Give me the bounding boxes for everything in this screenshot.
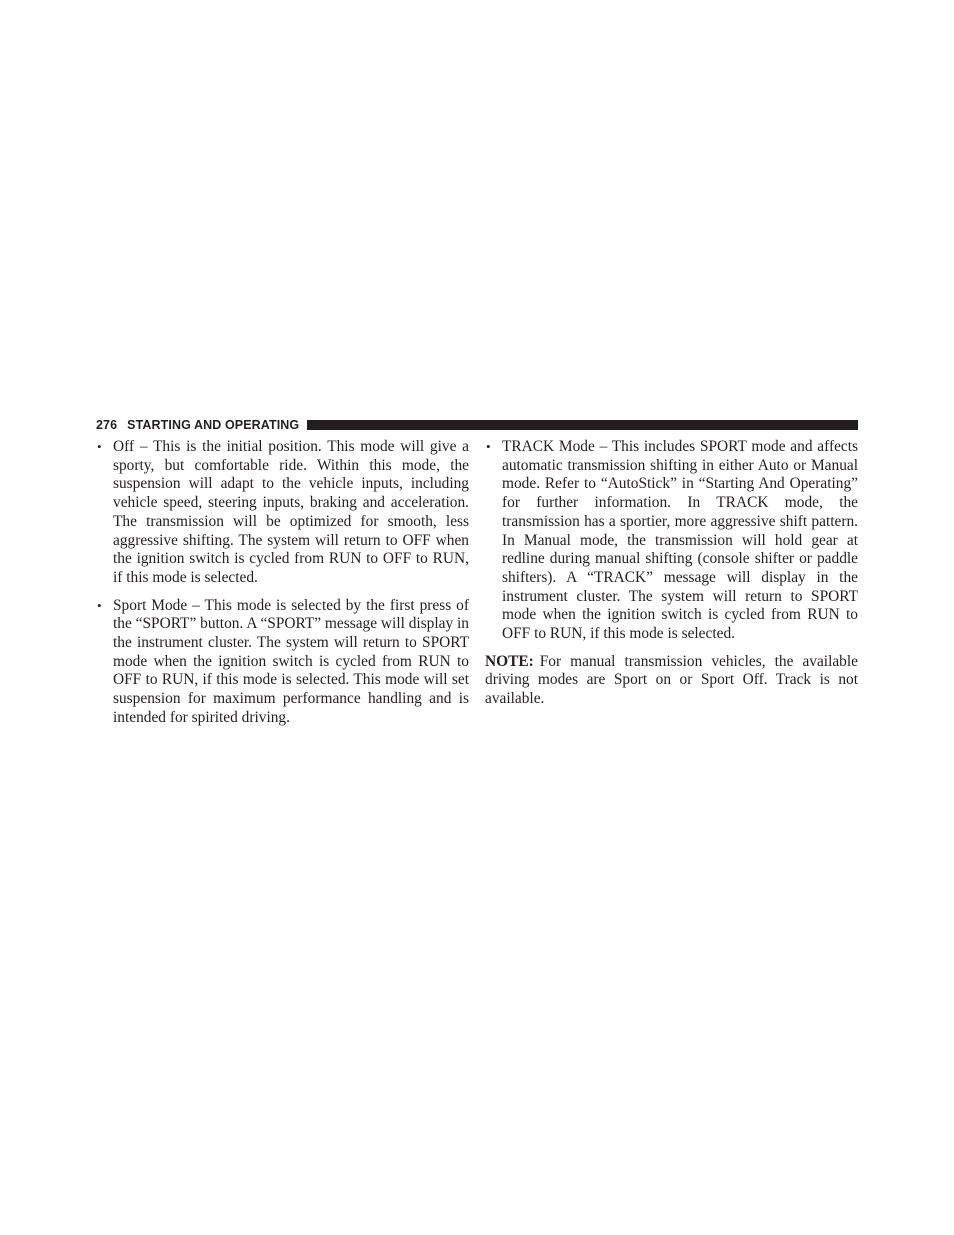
header-rule bbox=[307, 420, 858, 430]
page-header bbox=[96, 417, 858, 433]
left-bullet-list bbox=[96, 438, 469, 728]
section-title: STARTING AND OPERATING bbox=[127, 418, 300, 432]
right-bullet-list bbox=[485, 438, 858, 644]
page-number: 276 bbox=[96, 418, 118, 432]
note-label: NOTE: bbox=[485, 652, 534, 670]
right-column bbox=[485, 438, 858, 709]
note-paragraph bbox=[485, 653, 858, 709]
list-item-sport-mode: • Sport Mode – This mode is selected by the first press of the “SPORT” button. A “SPORT” message will display in the instrument cluster. The system will return to SPORT mode when the ignition switch is cycled from RUN to OFF to RUN, if this mode is selected. This mode will set suspension for maximum performance handling and is intended for spirited driving. bbox=[96, 597, 469, 728]
left-column bbox=[96, 438, 469, 737]
list-item-track-mode: • TRACK Mode – This includes SPORT mode and affects automatic transmission shifting in either Auto or Manual mode. Refer to “AutoStick” in “Starting And Operating” for further information. In TRACK mode, the transmission has a sportier, more aggressive shift pattern. In Manual mode, the transmission will hold gear at redline during manual shifting (console shifter or paddle shifters). A “TRACK” message will display in the instrument cluster. The system will return to SPORT mode when the ignition switch is cycled from RUN to OFF to RUN, if this mode is selected. bbox=[485, 438, 858, 644]
list-item-off-mode: • Off – This is the initial position. This mode will give a sporty, but comfortable ride. Within this mode, the suspension will adapt to the vehicle inputs, including vehicle speed, steering inputs, braking and acceleration. The transmission will be optimized for smooth, less aggressive shifting. The system will return to OFF when the ignition switch is cycled from RUN to OFF to RUN, if this mode is selected. bbox=[96, 438, 469, 588]
note-text: For manual transmission vehicles, the available driving modes are Sport on or Sport Off. Track is not available. bbox=[485, 652, 858, 708]
